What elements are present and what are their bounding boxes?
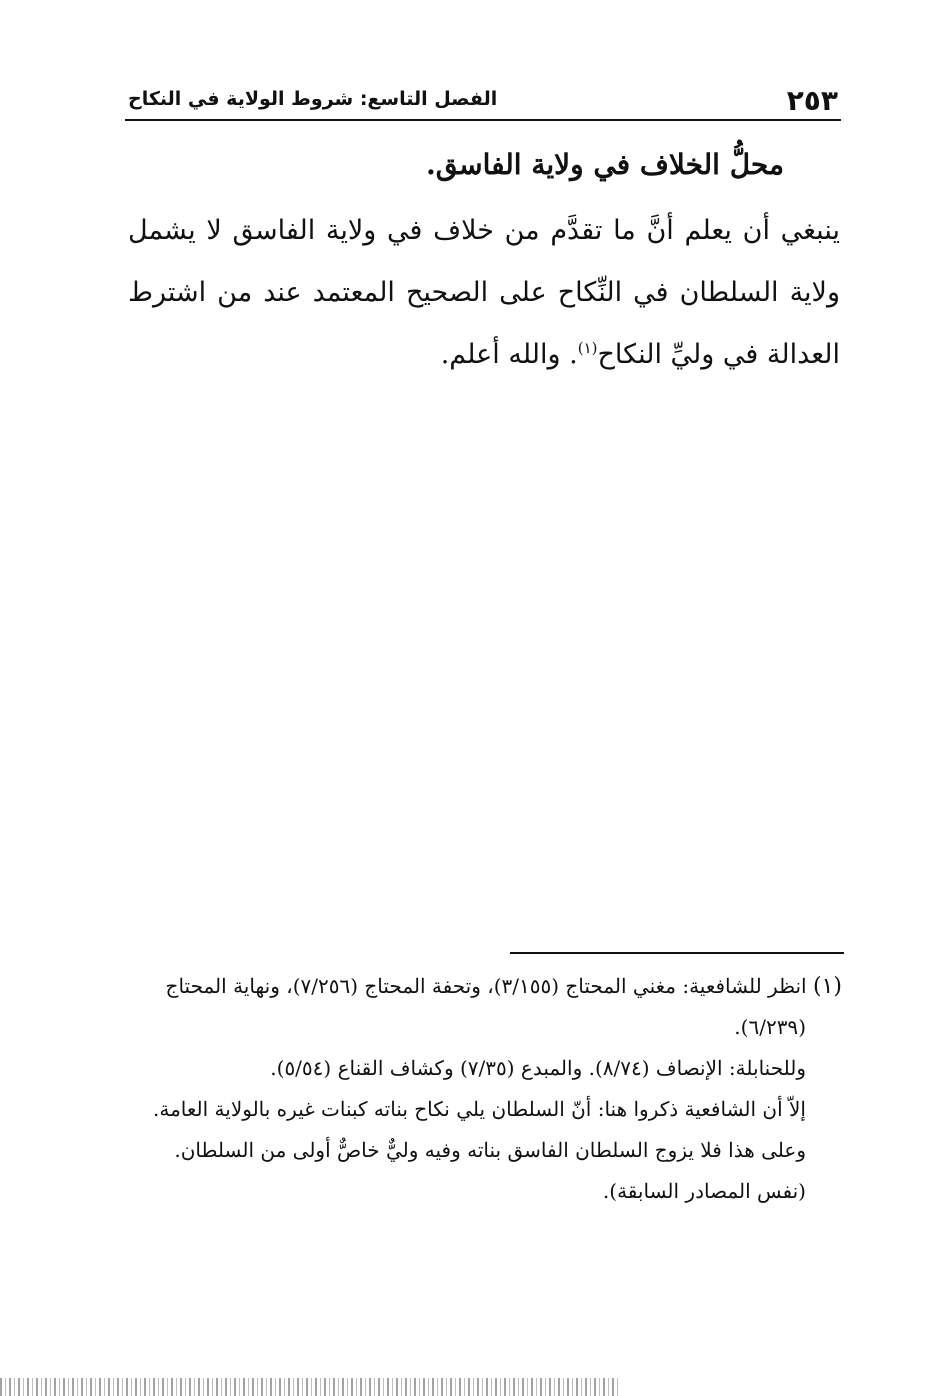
page-header [128,80,840,120]
footnotes [130,966,842,1212]
footnote-marker: (١) [812,974,842,999]
footnote-line: (نفس المصادر السابقة). [602,1179,806,1203]
footnote-line [130,966,842,1007]
body-paragraph [128,200,840,386]
body-text-main: ينبغي أن يعلم أنَّ ما تقدَّم من خلاف في ولاية الفاسق لا يشمل ولاية السلطان في النِّكاح على الصحيح المعتمد عند من اشترط العدالة في وليِّ النكاح [128,215,840,370]
scan-edge-artifact [0,1378,620,1396]
body-text-closing: . والله أعلم. [440,339,578,370]
footnote-reference: (١) [577,339,598,357]
footnote-line: إلاّ أن الشافعية ذكروا هنا: أنّ السلطان يلي نكاح بناته كبنات غيره بالولاية العامة. [153,1097,806,1121]
footnote-line: (٦/٢٣٩). [734,1015,806,1039]
footnote-line: وعلى هذا فلا يزوج السلطان الفاسق بناته وفيه وليٌّ خاصٌّ أولى من السلطان. [174,1138,806,1162]
header-rule [125,119,841,121]
page-number: ٢٥٣ [786,84,838,117]
running-title: الفصل التاسع: شروط الولاية في النكاح [128,88,498,110]
footnote-text: انظر للشافعية: مغني المحتاج (٣/١٥٥)، وتحفة المحتاج (٧/٢٥٦)، ونهاية المحتاج [165,974,807,998]
footnote-line: وللحنابلة: الإنصاف (٨/٧٤). والمبدع (٧/٣٥) وكشاف القناع (٥/٥٤). [270,1056,806,1080]
section-heading: محلُّ الخلاف في ولاية الفاسق. [426,148,784,181]
footnote-rule [510,952,844,954]
